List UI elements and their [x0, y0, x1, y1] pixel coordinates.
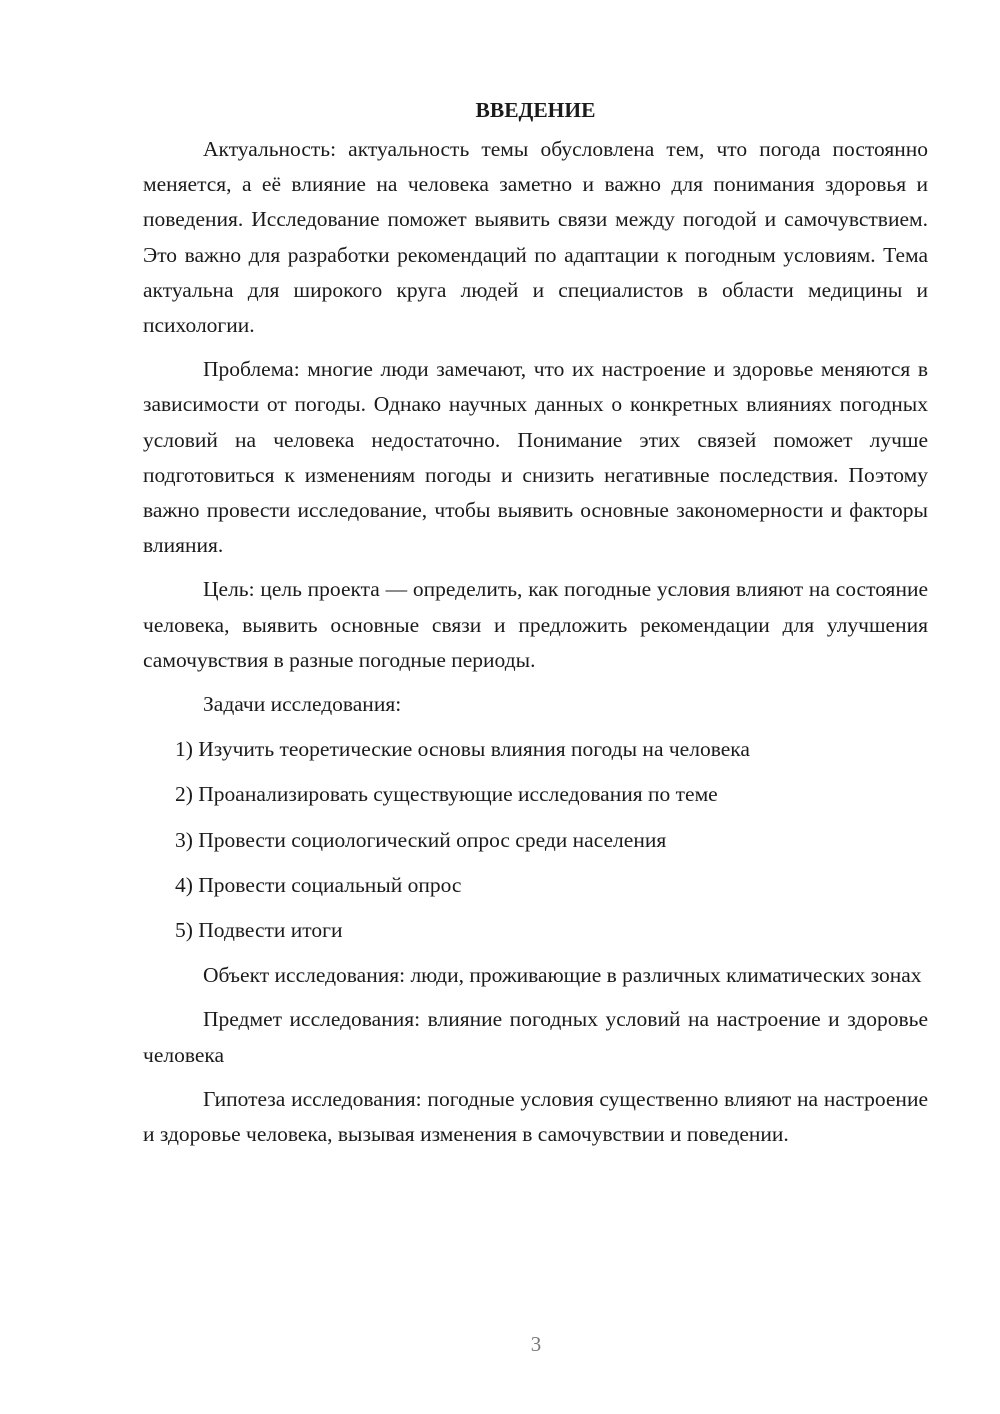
problem-paragraph: Проблема: многие люди замечают, что их настроение и здоровье меняются в зависимости от погоды. Однако научных данных о конкретных влияниях погодных условий на человека недостаточно. Понимание этих связей поможет лучше подготовиться к изменениям погоды и снизить негативные последствия. Поэтому важно провести исследование, чтобы выявить основные закономерности и факторы влияния. [143, 357, 928, 558]
document-page [143, 88, 928, 1161]
task-item: 1) Изучить теоретические основы влияния погоды на человека [175, 737, 750, 762]
page-number: 3 [530, 1332, 542, 1356]
subject-paragraph: Предмет исследования: влияние погодных условий на настроение и здоровье человека [143, 1007, 928, 1067]
task-list [143, 732, 928, 948]
tasks-label: Задачи исследования: [203, 692, 402, 717]
task-item: 3) Провести социологический опрос среди населения [175, 827, 667, 852]
goal-paragraph: Цель: цель проекта — определить, как погодные условия влияют на состояние человека, выявить основные связи и предложить рекомендации для улучшения самочувствия в разные погодные периоды. [143, 577, 928, 672]
task-item: 2) Проанализировать существующие исследования по теме [175, 782, 718, 807]
page-title: ВВЕДЕНИЕ [475, 98, 596, 122]
task-item: 5) Подвести итоги [175, 918, 343, 943]
relevance-paragraph: Актуальность: актуальность темы обусловлена тем, что погода постоянно меняется, а её влияние на человека заметно и важно для понимания здоровья и поведения. Исследование поможет выявить связи между погодой и самочувствием. Это важно для разработки рекомендаций по адаптации к погодным условиям. Тема актуальна для широкого круга людей и специалистов в области медицины и психологии. [143, 137, 928, 338]
task-item: 4) Провести социальный опрос [175, 872, 462, 897]
hypothesis-paragraph: Гипотеза исследования: погодные условия существенно влияют на настроение и здоровье человека, вызывая изменения в самочувствии и поведении. [143, 1086, 928, 1147]
object-paragraph: Объект исследования: люди, проживающие в различных климатических зонах [203, 963, 922, 988]
